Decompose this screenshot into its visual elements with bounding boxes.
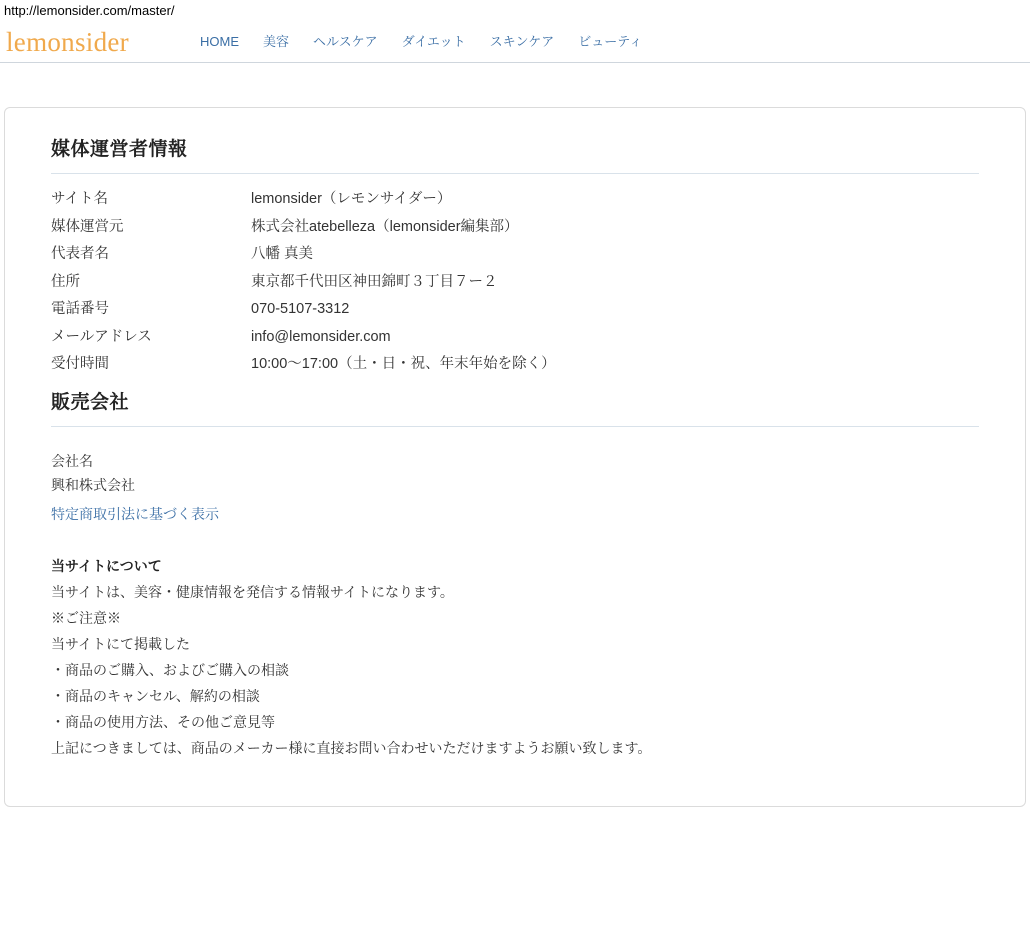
section-title-sales-company: 販売会社 — [51, 387, 979, 427]
about-bullet: ・商品のご購入、およびご購入の相談 — [51, 662, 289, 678]
content-card — [4, 107, 1026, 807]
about-closing: 上記につきましては、商品のメーカー様に直接お問い合わせいただけますようお願い致します。 — [51, 739, 652, 756]
about-line-1: 当サイトは、美容・健康情報を発信する情報サイトになります。 — [51, 584, 454, 601]
card-bottom-spacer — [51, 762, 979, 786]
table-row — [51, 298, 556, 326]
nav-item-beauty[interactable]: 美容 — [263, 34, 290, 49]
table-row — [51, 216, 556, 244]
company-label: 会社名 — [51, 452, 93, 469]
main-navigation — [200, 22, 642, 62]
info-label: 受付時間 — [51, 356, 109, 373]
info-label: サイト名 — [51, 191, 108, 207]
nav-item-beauty-tips[interactable]: ビューティ — [578, 34, 643, 49]
info-label: メールアドレス — [51, 328, 152, 345]
page-wrapper — [0, 63, 1030, 807]
nav-item-home[interactable]: HOME — [200, 34, 239, 49]
info-value: 株式会社atebelleza（lemonsider編集部） — [251, 218, 519, 235]
about-line-2: 当サイトにて掲載した — [51, 636, 191, 653]
tokushoho-link[interactable]: 特定商取引法に基づく表示 — [51, 505, 219, 522]
company-block — [51, 449, 979, 527]
about-bullet: ・商品のキャンセル、解約の相談 — [51, 687, 260, 704]
info-label: 住所 — [51, 273, 80, 290]
info-label: 電話番号 — [51, 301, 109, 318]
info-label: 媒体運営元 — [51, 218, 124, 235]
table-row — [51, 271, 556, 299]
site-header — [0, 22, 1030, 63]
info-value: 10:00〜17:00（土・日・祝、年末年始を除く） — [251, 356, 556, 373]
company-name: 興和株式会社 — [51, 477, 135, 494]
about-heading: 当サイトについて — [51, 558, 162, 575]
nav-item-diet[interactable]: ダイエット — [401, 34, 466, 49]
info-value: 東京都千代田区神田錦町３丁目７ー２ — [251, 273, 498, 290]
table-row — [51, 243, 556, 271]
url-text: http://lemonsider.com/master/ — [4, 3, 175, 18]
about-note: ※ご注意※ — [51, 610, 121, 627]
operator-info-table — [51, 188, 556, 381]
nav-item-healthcare[interactable]: ヘルスケア — [313, 34, 378, 49]
browser-url-bar[interactable] — [0, 0, 1030, 22]
page-title: 媒体運営者情報 — [51, 134, 979, 174]
table-row — [51, 326, 556, 354]
about-section — [51, 554, 979, 761]
table-row — [51, 188, 556, 216]
about-bullet: ・商品の使用方法、その他ご意見等 — [51, 713, 275, 730]
site-logo[interactable]: lemonsider — [6, 27, 129, 57]
table-row — [51, 353, 556, 381]
info-value: 070-5107-3312 — [251, 301, 350, 318]
info-value: lemonsider（レモンサイダー） — [251, 191, 452, 207]
info-value: 八幡 真美 — [251, 246, 314, 263]
info-label: 代表者名 — [51, 246, 109, 263]
info-value: info@lemonsider.com — [251, 328, 391, 345]
content-top-spacer — [0, 63, 1030, 107]
nav-item-skincare[interactable]: スキンケア — [489, 34, 555, 49]
